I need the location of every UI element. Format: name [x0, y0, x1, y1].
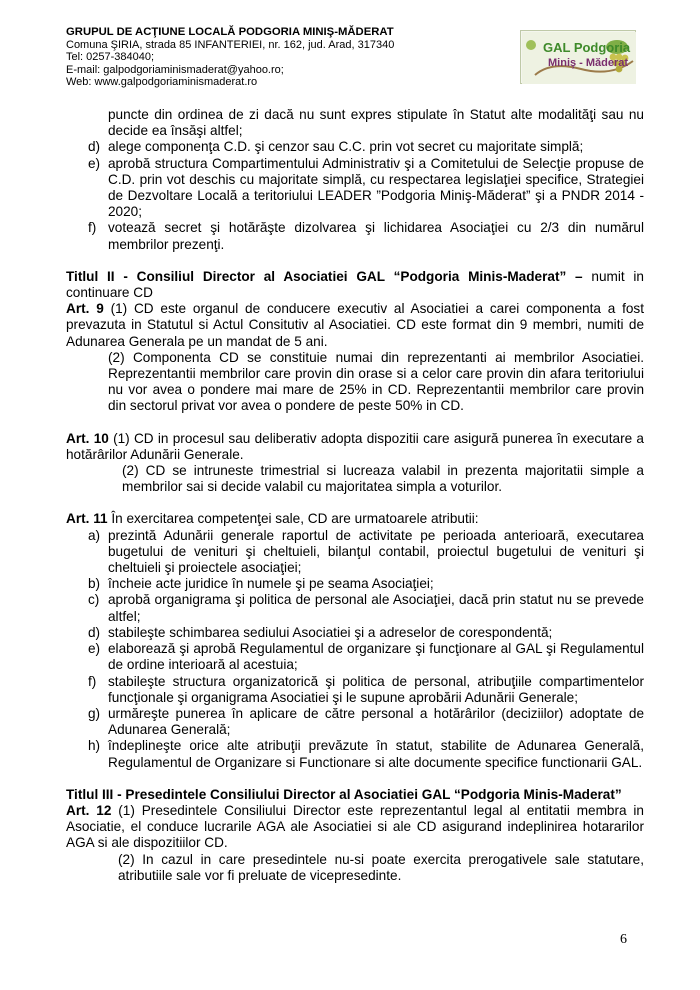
article-10-paragraph-1: [66, 431, 644, 463]
list-item-letter: c): [88, 592, 100, 608]
article-9-label: Art. 9: [66, 301, 104, 317]
org-address: Comuna ŞIRIA, strada 85 INFANTERIEI, nr. 162, jud. Arad, 317340: [66, 38, 395, 51]
article-12-text-1: (1) Presedintele Consiliului Director este reprezentantul legal al entitatii membra in Asociatie, el conduce lucrarile AGA ale Asociatiei si ale CD asigurand indeplinirea hotararilor AGA si ale dispozitiilor CD.: [66, 802, 644, 851]
continued-item-text: puncte din ordinea de zi dacă nu sunt expres stipulate în Statut alte modalităţi sau nu decide ea însăşi altfel;: [108, 107, 644, 139]
letterhead: [66, 26, 486, 89]
list-item-text: stabileşte structura organizatorică şi politica de personal, atribuţiile compartimentelor funcţionale şi organigrama Asociatiei şi le supune aprobării Adunării Generale;: [108, 673, 644, 705]
article-9-paragraph-1: [66, 301, 644, 350]
section-title-2-bold: Titlul II - Consiliul Director al Asociatiei GAL “Podgoria Minis-Maderat” –: [66, 268, 583, 284]
list-item-text: îndeplineşte orice alte atribuţii prevăzute în statut, stabilite de Adunarea Generală, Regulamentul de Organizare si Functionare si alte documente specifice functionarii GAL.: [108, 738, 644, 770]
list-item: [66, 738, 644, 770]
article-12-paragraph-1: [66, 803, 644, 852]
list-item-letter: d): [88, 624, 101, 640]
list-item-text: aprobă organigrama şi politica de personal ale Asociaţiei, dacă prin statut nu se prevede altfel;: [108, 592, 644, 624]
list-item: [66, 156, 644, 221]
list-item: [66, 528, 644, 577]
list-item: [66, 641, 644, 673]
article-10-label: Art. 10: [66, 430, 109, 446]
list-item-letter: b): [88, 576, 101, 592]
org-name: GRUPUL DE ACŢIUNE LOCALĂ PODGORIA MINIŞ-MĂDERAT: [66, 26, 394, 38]
section-title-3: Titlul III - Presedintele Consiliului Director al Asociatiei GAL “Podgoria Minis-Maderat”: [66, 786, 622, 802]
list-item-letter: f): [88, 220, 97, 236]
article-9-paragraph-2: (2) Componenta CD se constituie numai din reprezentanti ai membrilor Asociatiei. Reprezentantii membrilor care provin din orase si a celor care provin din afara teritoriului nu vor avea o pondere mai mare de 25% in CD. Reprezentantii membrilor care provin din sectorul privat vor avea o pondere de peste 50% in CD.: [108, 349, 644, 414]
org-website: Web: www.galpodgoriaminismaderat.ro: [66, 76, 258, 89]
agm-attributions-list: [66, 139, 644, 252]
list-item: [66, 139, 644, 155]
gal-logo: [520, 30, 636, 84]
list-item-text: încheie acte juridice în numele şi pe seama Asociaţiei;: [108, 576, 434, 592]
org-phone: Tel: 0257-384040;: [66, 51, 155, 64]
list-item-text: stabileşte schimbarea sediului Asociatiei şi a adreselor de corespondentă;: [108, 624, 553, 640]
list-item: [66, 674, 644, 706]
list-item-letter: a): [88, 527, 101, 543]
page-number: 6: [620, 932, 627, 947]
list-item-text: aprobă structura Compartimentului Administrativ şi a Comitetului de Selecţie propuse de C.D. prin vot deschis cu majoritate simplă, cu respectarea legislaţiei specifice, Strategiei de Dezvoltare Locală a teritoriului LEADER ”Podgoria Miniş-Măderat” şi a PNDR 2014 - 2020;: [108, 155, 644, 220]
list-item-letter: g): [88, 705, 101, 721]
list-item: [66, 220, 644, 252]
logo-title: GAL Podgoria: [543, 40, 631, 55]
article-11-intro: [66, 511, 644, 527]
list-item: [66, 625, 644, 641]
logo-subtitle: Miniş - Măderat: [548, 57, 629, 69]
section-title-2-rest: numit in continuare CD: [66, 268, 644, 301]
cd-attributions-list: [66, 528, 644, 771]
article-11-label: Art. 11: [66, 511, 108, 527]
article-12-paragraph-2: (2) In cazul in care presedintele nu-si poate exercita prerogativele sale statutare, atributiile sale vor fi preluate de vicepresedinte.: [118, 851, 644, 883]
article-11-intro-text: În exercitarea competenţei sale, CD are urmatoarele atributii:: [107, 511, 479, 527]
org-email: E-mail: galpodgoriaminismaderat@yahoo.ro;: [66, 63, 284, 76]
list-item-text: elaborează şi aprobă Regulamentul de organizare şi funcţionare al GAL şi Regulamentul de ordine interioară al acestuia;: [108, 641, 644, 673]
list-item-letter: f): [88, 673, 97, 689]
article-10-text-1: (1) CD in procesul sau deliberativ adopta dispozitii care asigură punerea în executare a hotărârilor Adunării Generale.: [66, 430, 644, 462]
list-item-letter: h): [88, 738, 101, 754]
list-item-letter: e): [88, 155, 101, 171]
article-12-label: Art. 12: [66, 802, 112, 818]
list-item: [66, 576, 644, 592]
list-item: [66, 592, 644, 624]
document-body: [66, 107, 644, 884]
list-item-text: prezintă Adunării generale raportul de activitate pe perioada anterioară, executarea bugetului de venituri şi cheltuieli, bilanţul contabil, proiectul bugetului de venituri şi cheltuieli şi proiectele asociaţiei;: [108, 527, 644, 576]
list-item-text: urmăreşte punerea în aplicare de către personal a hotărârilor (deciziilor) adoptate de Adunarea Generală;: [108, 705, 644, 738]
article-10-paragraph-2: (2) CD se intruneste trimestrial si lucreaza valabil in prezenta majoritatii simple a membrilor sai si decide valabil cu majoritatea simpla a voturilor.: [122, 463, 644, 495]
list-item-text: alege componenţa C.D. şi cenzor sau C.C. prin vot secret cu majoritate simplă;: [108, 139, 584, 155]
list-item: [66, 706, 644, 738]
list-item-letter: d): [88, 139, 101, 155]
list-item-text: votează secret şi hotărăşte dizolvarea şi lichidarea Asociaţiei cu 2/3 din numărul membrilor prezenţi.: [108, 220, 644, 252]
section-title-2: [66, 269, 644, 301]
list-item-letter: e): [88, 641, 101, 657]
article-9-text-1: (1) CD este organul de conducere executiv al Asociatiei a carei componenta a fost prevazuta in Statutul si Actul Consitutiv al Asociatiei. CD este format din 9 membri, numiti de Adunarea Generala pe un mandat de 5 ani.: [66, 301, 645, 349]
